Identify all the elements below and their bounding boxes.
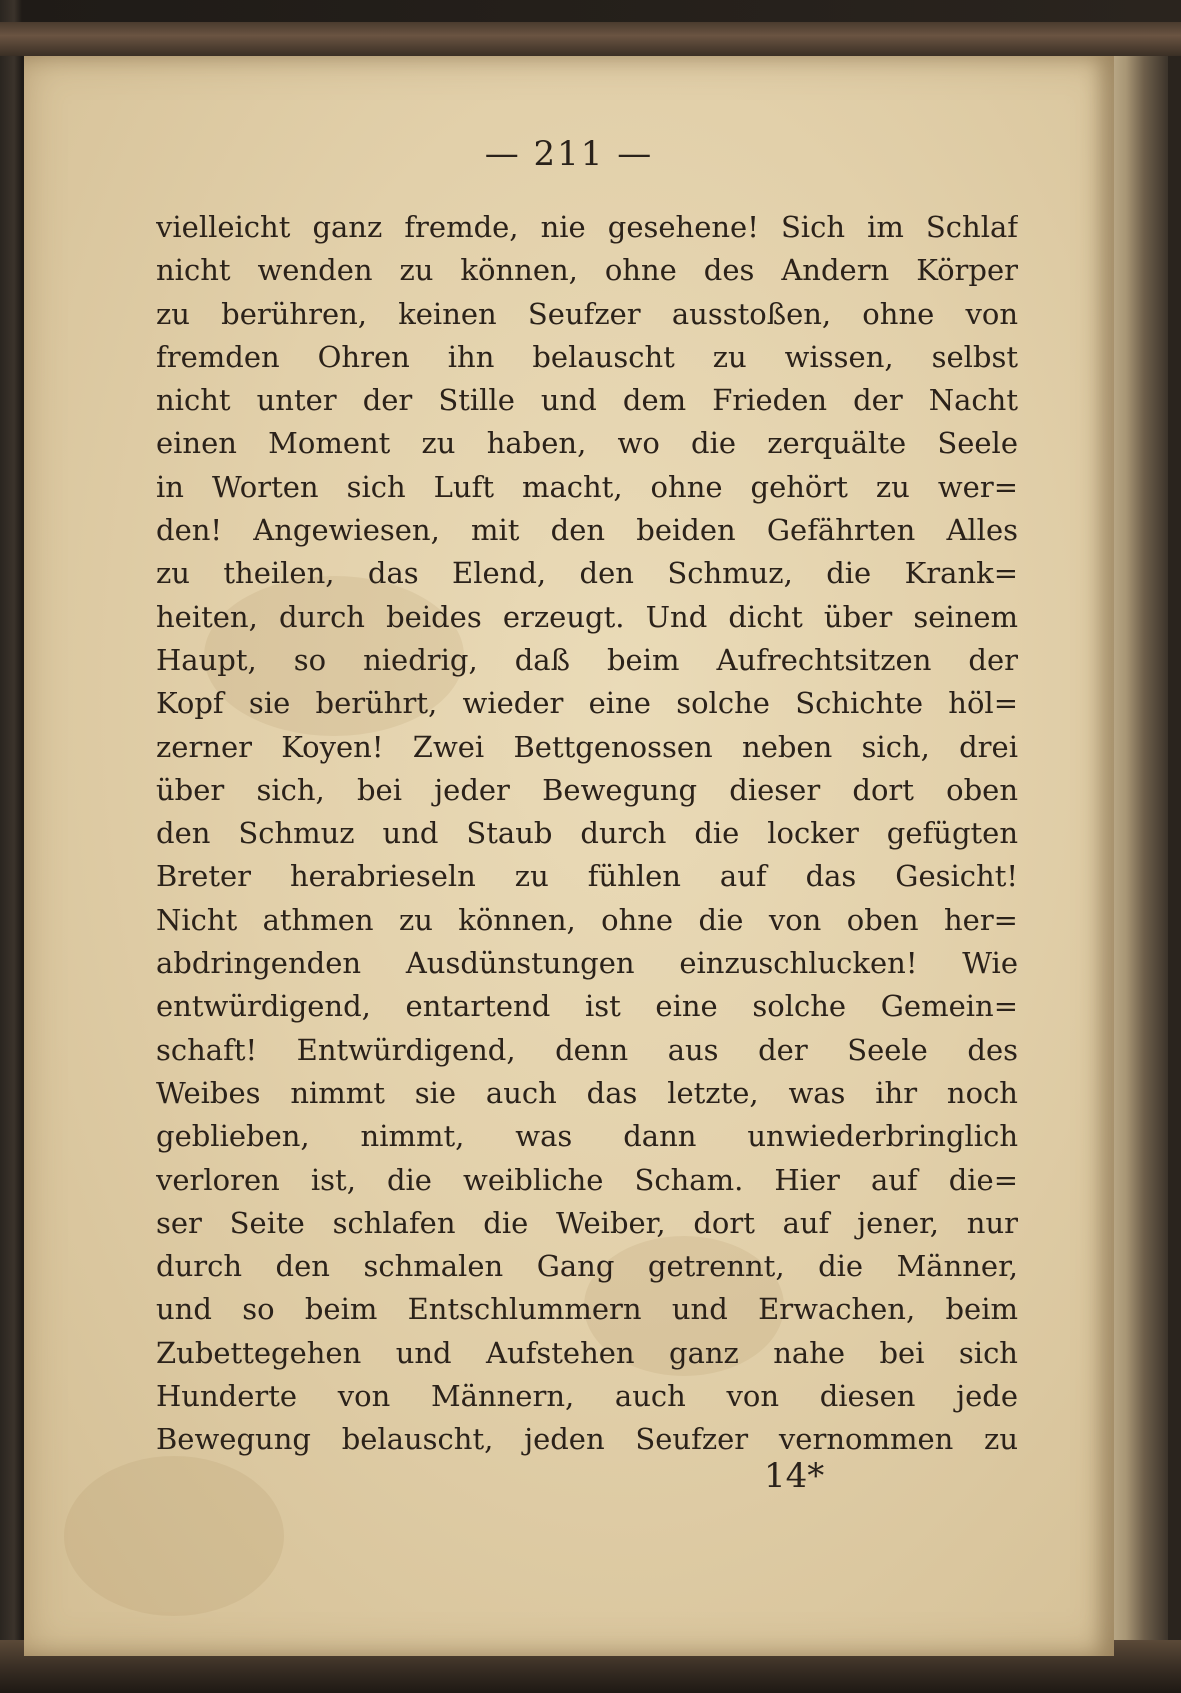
text-line: über sich, bei jeder Bewegung dieser dort oben: [156, 772, 1018, 807]
book-right-edge: [1108, 56, 1168, 1656]
text-line: und so beim Entschlummern und Erwachen, beim: [156, 1292, 1018, 1327]
text-line: Haupt, so niedrig, daß beim Aufrechtsitzen der: [156, 642, 1018, 677]
text-line: abdringenden Ausdünstungen einzuschlucken! Wie: [156, 946, 1018, 981]
text-line: zerner Koyen! Zwei Bettgenossen neben sich, drei: [156, 729, 1018, 764]
body-text: [156, 206, 1018, 1462]
text-line: einen Moment zu haben, wo die zerquälte Seele: [156, 426, 1018, 461]
text-line: Nicht athmen zu können, ohne die von oben her=: [156, 902, 1018, 937]
text-line: Kopf sie berührt, wieder eine solche Schichte höl=: [156, 686, 1018, 721]
page-number: — 211 —: [484, 134, 654, 174]
text-line: heiten, durch beides erzeugt. Und dicht über seinem: [156, 599, 1018, 634]
text-line: den Schmuz und Staub durch die locker gefügten: [156, 816, 1018, 851]
text-line: Hunderte von Männern, auch von diesen jede: [156, 1379, 1018, 1414]
text-line: vielleicht ganz fremde, nie gesehene! Sich im Schlaf: [156, 210, 1018, 244]
text-line: fremden Ohren ihn belauscht zu wissen, selbst: [156, 339, 1018, 374]
text-line: verloren ist, die weibliche Scham. Hier auf die=: [156, 1162, 1018, 1197]
text-line: Bewegung belauscht, jeden Seufzer vernommen zu: [156, 1422, 1018, 1457]
text-line: nicht unter der Stille und dem Frieden der Nacht: [156, 383, 1018, 418]
text-line: Breter herabrieseln zu fühlen auf das Gesicht!: [156, 859, 1018, 894]
text-line: den! Angewiesen, mit den beiden Gefährten Alles: [156, 513, 1018, 548]
text-line: ser Seite schlafen die Weiber, dort auf jener, nur: [156, 1205, 1018, 1240]
text-line: durch den schmalen Gang getrennt, die Männer,: [156, 1249, 1018, 1284]
paper-stain: [64, 1456, 284, 1616]
text-line: zu berühren, keinen Seufzer ausstoßen, ohne von: [156, 296, 1018, 331]
signature-mark: 14*: [764, 1456, 825, 1496]
text-line: entwürdigend, entartend ist eine solche Gemein=: [156, 989, 1018, 1024]
text-line: nicht wenden zu können, ohne des Andern Körper: [156, 253, 1018, 288]
text-line: zu theilen, das Elend, den Schmuz, die Krank=: [156, 556, 1018, 591]
text-line: Weibes nimmt sie auch das letzte, was ihr noch: [156, 1075, 1018, 1110]
book-top-edge: [0, 22, 1181, 56]
text-line: geblieben, nimmt, was dann unwiederbringlich: [156, 1119, 1018, 1154]
book-page: [24, 56, 1114, 1656]
text-line: in Worten sich Luft macht, ohne gehört zu wer=: [156, 469, 1018, 504]
text-line: schaft! Entwürdigend, denn aus der Seele des: [156, 1032, 1018, 1067]
text-line: Zubettegehen und Aufstehen ganz nahe bei sich: [156, 1335, 1018, 1370]
